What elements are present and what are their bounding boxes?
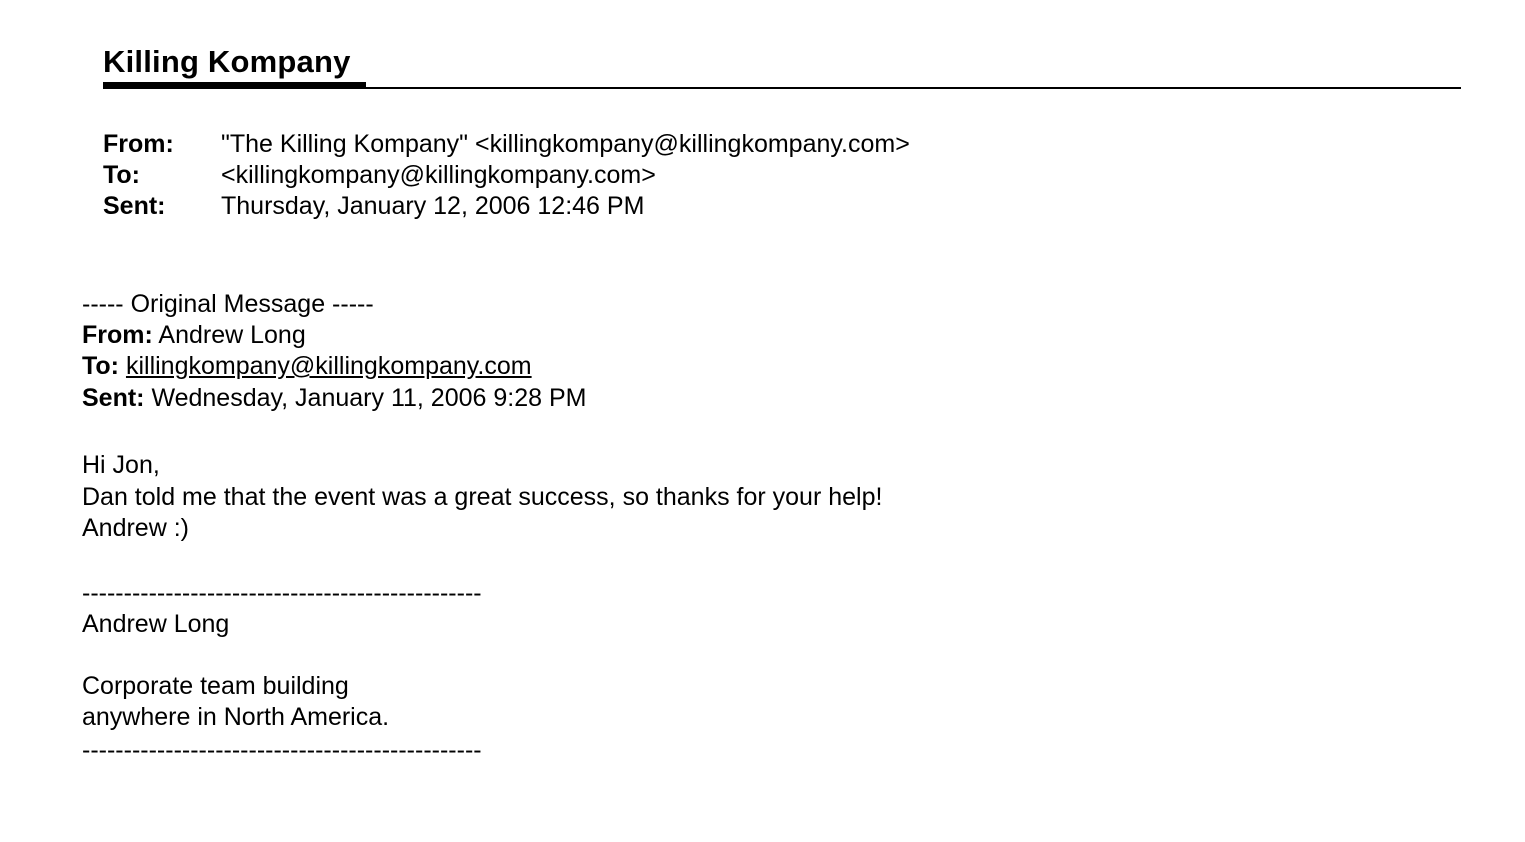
signature-name: Andrew Long — [82, 610, 230, 638]
original-sent-row — [82, 383, 586, 413]
signature-divider-top: ------------------------------------------------ — [82, 579, 482, 607]
body-line: Dan told me that the event was a great success, so thanks for your help! — [82, 483, 883, 511]
signature-tagline-2: anywhere in North America. — [82, 703, 390, 731]
header-to-value: <killingkompany@killingkompany.com> — [221, 161, 656, 189]
original-sent-value: Wednesday, January 11, 2006 9:28 PM — [151, 384, 587, 412]
page-title: Killing Kompany — [103, 44, 351, 79]
original-to-email-link[interactable]: killingkompany@killingkompany.com — [125, 352, 532, 380]
original-sent-label: Sent: — [82, 384, 145, 412]
header-from-value: "The Killing Kompany" <killingkompany@killingkompany.com> — [221, 130, 910, 158]
header-sent-label: Sent: — [103, 192, 166, 220]
header-sent-value: Thursday, January 12, 2006 12:46 PM — [221, 192, 645, 220]
signature-divider-bottom: ------------------------------------------------ — [82, 736, 482, 764]
body-greeting: Hi Jon, — [82, 451, 160, 479]
original-from-value: Andrew Long — [158, 321, 306, 349]
signature-tagline-1: Corporate team building — [82, 672, 349, 700]
header-from-label: From: — [103, 130, 174, 158]
original-from-row — [82, 320, 306, 350]
header-to-label: To: — [103, 161, 141, 189]
original-from-label: From: — [82, 321, 153, 349]
original-to-row — [82, 351, 532, 381]
original-to-label: To: — [82, 352, 120, 380]
title-rule — [103, 87, 1461, 89]
body-signoff: Andrew :) — [82, 514, 189, 542]
original-message-separator: ----- Original Message ----- — [82, 290, 374, 318]
